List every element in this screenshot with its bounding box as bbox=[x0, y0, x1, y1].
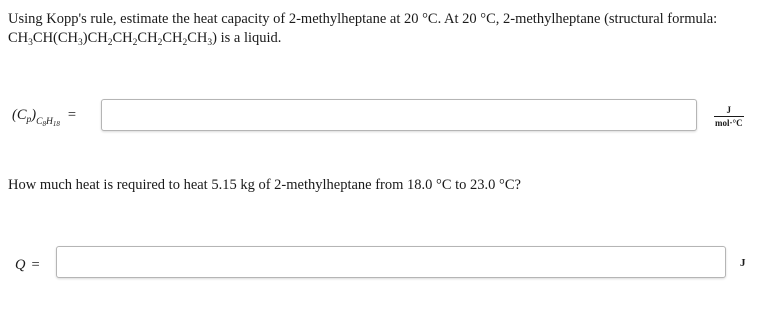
structural-formula: $CH_3CH(CH_3)CH_2CH_2CH_2CH_2CH_3$) is a liquid. bbox=[8, 30, 282, 48]
fraction-bar bbox=[714, 116, 744, 117]
heat-capacity-unit: J mol·°C bbox=[715, 105, 743, 128]
heat-input[interactable] bbox=[56, 246, 726, 278]
heat-unit: J bbox=[740, 257, 746, 269]
question-intro: Using Kopp's rule, estimate the heat capacity of 2-methylheptane at 20 °C. At 20 °C, 2-methylheptane (structural formula: bbox=[8, 11, 718, 27]
compound-subscript: C8H18 bbox=[36, 117, 60, 128]
heat-label: Q = bbox=[15, 257, 40, 273]
heat-capacity-input[interactable] bbox=[101, 99, 697, 131]
heat-capacity-label: $(C_p)_{C_8H_{18}}=$ bbox=[12, 107, 77, 128]
question-part-2: How much heat is required to heat 5.15 kg of 2-methylheptane from 18.0 °C to 23.0 °C? bbox=[8, 177, 521, 193]
